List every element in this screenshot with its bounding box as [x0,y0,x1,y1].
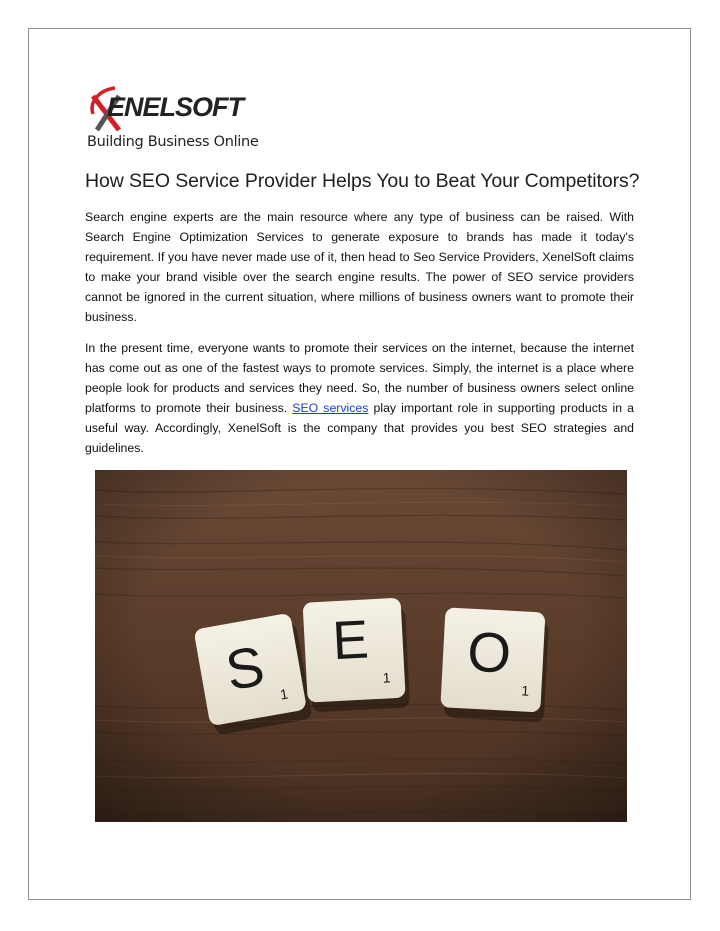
seo-services-link[interactable]: SEO services [292,401,369,415]
tile-s [193,612,312,736]
tile-o-points: 1 [521,682,530,699]
article-title: How SEO Service Provider Helps You to Beat Your Competitors? [85,170,640,192]
seo-tiles-photo [95,470,627,822]
tile-e-points: 1 [382,669,391,686]
paragraph-2 [85,338,634,458]
tile-o [440,607,550,722]
tile-e-letter: E [331,609,371,672]
tile-e [303,597,411,712]
company-logo [85,84,259,154]
paragraph-2-text-a: In the present time, everyone wants to promote their services on the internet, because the internet has come out as one of the fastest ways to promote services. Simply, the internet is a place where people look for products and services they need. So, the number of business owners select online platforms to promote their business. [85,341,634,415]
paragraph-2-text-b: play important role in supporting products in a useful way. Accordingly, XenelSoft is the company that provides you best SEO strategies and guidelines. [85,401,634,455]
paragraph-1: Search engine experts are the main resource where any type of business can be raised. With Search Engine Optimization Services to generate exposure to brands has made it today's requirement. If you have never made use of it, then head to Seo Service Providers, XenelSoft claims to make your brand visible over the search engine results. The power of SEO service providers cannot be ignored in the current situation, where millions of business owners want to promote their business. [85,210,634,324]
tile-s-letter: S [220,633,269,703]
tile-s-points: 1 [278,685,290,703]
tile-o-letter: O [465,619,513,685]
logo-tagline: Building Business Online [87,134,259,150]
logo-wordmark: ENELSOFT [107,92,244,122]
